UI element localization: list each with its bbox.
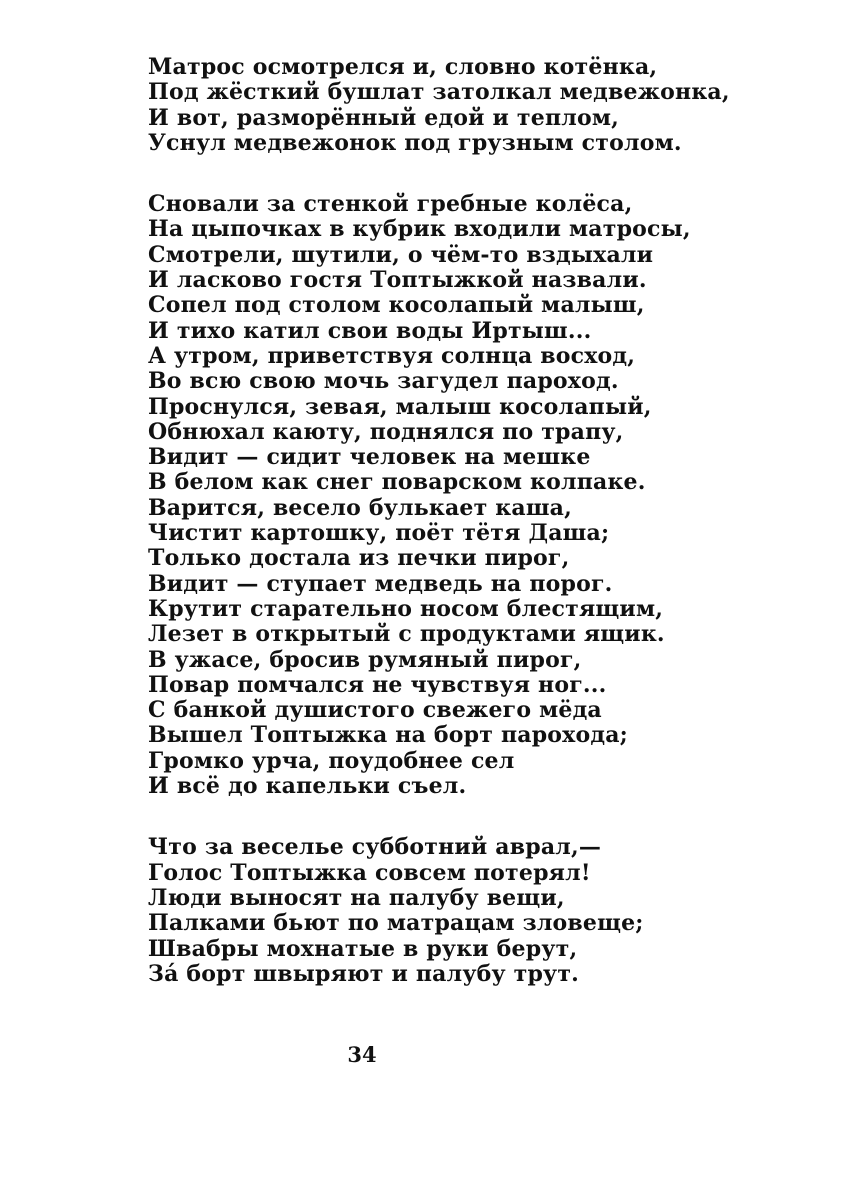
poem-line: Матрос осмотрелся и, словно котёнка,	[148, 54, 658, 80]
poem-line: Смотрели, шутили, о чём-то вздыхали	[148, 241, 654, 268]
poem-line: Проснулся, зевая, малыш косолапый,	[148, 393, 652, 420]
poem-line: Что за веселье субботний аврал,—	[148, 834, 602, 861]
poem-line: Видит — ступает медведь на порог.	[148, 570, 613, 597]
poem-line: Громко урча, поудобнее сел	[148, 747, 515, 774]
poem-line: За́ борт швыряют и палубу трут.	[148, 960, 580, 987]
stanza	[148, 55, 768, 156]
poem-line: И всё до капельки съел.	[148, 773, 467, 800]
poem-line: Чистит картошку, поёт тётя Даша;	[148, 520, 610, 547]
poem-line: Только достала из печки пирог,	[148, 545, 570, 572]
poem-text	[148, 55, 768, 987]
poem-line: И вот, разморённый едой и теплом,	[148, 104, 620, 131]
poem-line: Голос Топтыжка совсем потерял!	[148, 859, 591, 886]
stanza	[148, 192, 768, 799]
poem-line: А утром, приветствуя солнца восход,	[148, 342, 636, 369]
poem-line: Уснул медвежонок под грузным столом.	[148, 129, 682, 156]
poem-line: Сопел под столом косолапый малыш,	[148, 292, 645, 319]
poem-line: И ласково гостя Топтыжкой назвали.	[148, 267, 647, 294]
stanza	[148, 835, 768, 987]
poem-line: С банкой душистого свежего мёда	[148, 697, 602, 724]
poem-line: В ужасе, бросив румяный пирог,	[148, 646, 582, 673]
poem-line: На цыпочках в кубрик входили матросы,	[148, 216, 691, 243]
poem-line: Повар помчался не чувствуя ног...	[148, 671, 607, 698]
poem-line: Люди выносят на палубу вещи,	[148, 884, 565, 911]
poem-line: Швабры мохнатые в руки берут,	[148, 935, 578, 962]
poem-line: Лезет в открытый с продуктами ящик.	[148, 621, 665, 648]
poem-line: Обнюхал каюту, поднялся по трапу,	[148, 418, 624, 445]
poem-line: Видит — сидит человек на мешке	[148, 444, 591, 471]
poem-line: Крутит старательно носом блестящим,	[148, 595, 664, 622]
page-number: 34	[347, 1042, 377, 1067]
poem-line: Палками бьют по матрацам зловеще;	[148, 910, 644, 937]
poem-line: Под жёсткий бушлат затолкал медвежонка,	[148, 79, 730, 106]
poem-line: В белом как снег поварском колпаке.	[148, 469, 646, 496]
poem-line: Вышел Топтыжка на борт парохода;	[148, 722, 628, 749]
poem-line: Варится, весело булькает каша,	[148, 494, 572, 521]
poem-line: Сновали за стенкой гребные колёса,	[148, 191, 633, 218]
poem-line: И тихо катил свои воды Иртыш...	[148, 317, 592, 344]
poem-line: Во всю свою мочь загудел пароход.	[148, 368, 619, 395]
